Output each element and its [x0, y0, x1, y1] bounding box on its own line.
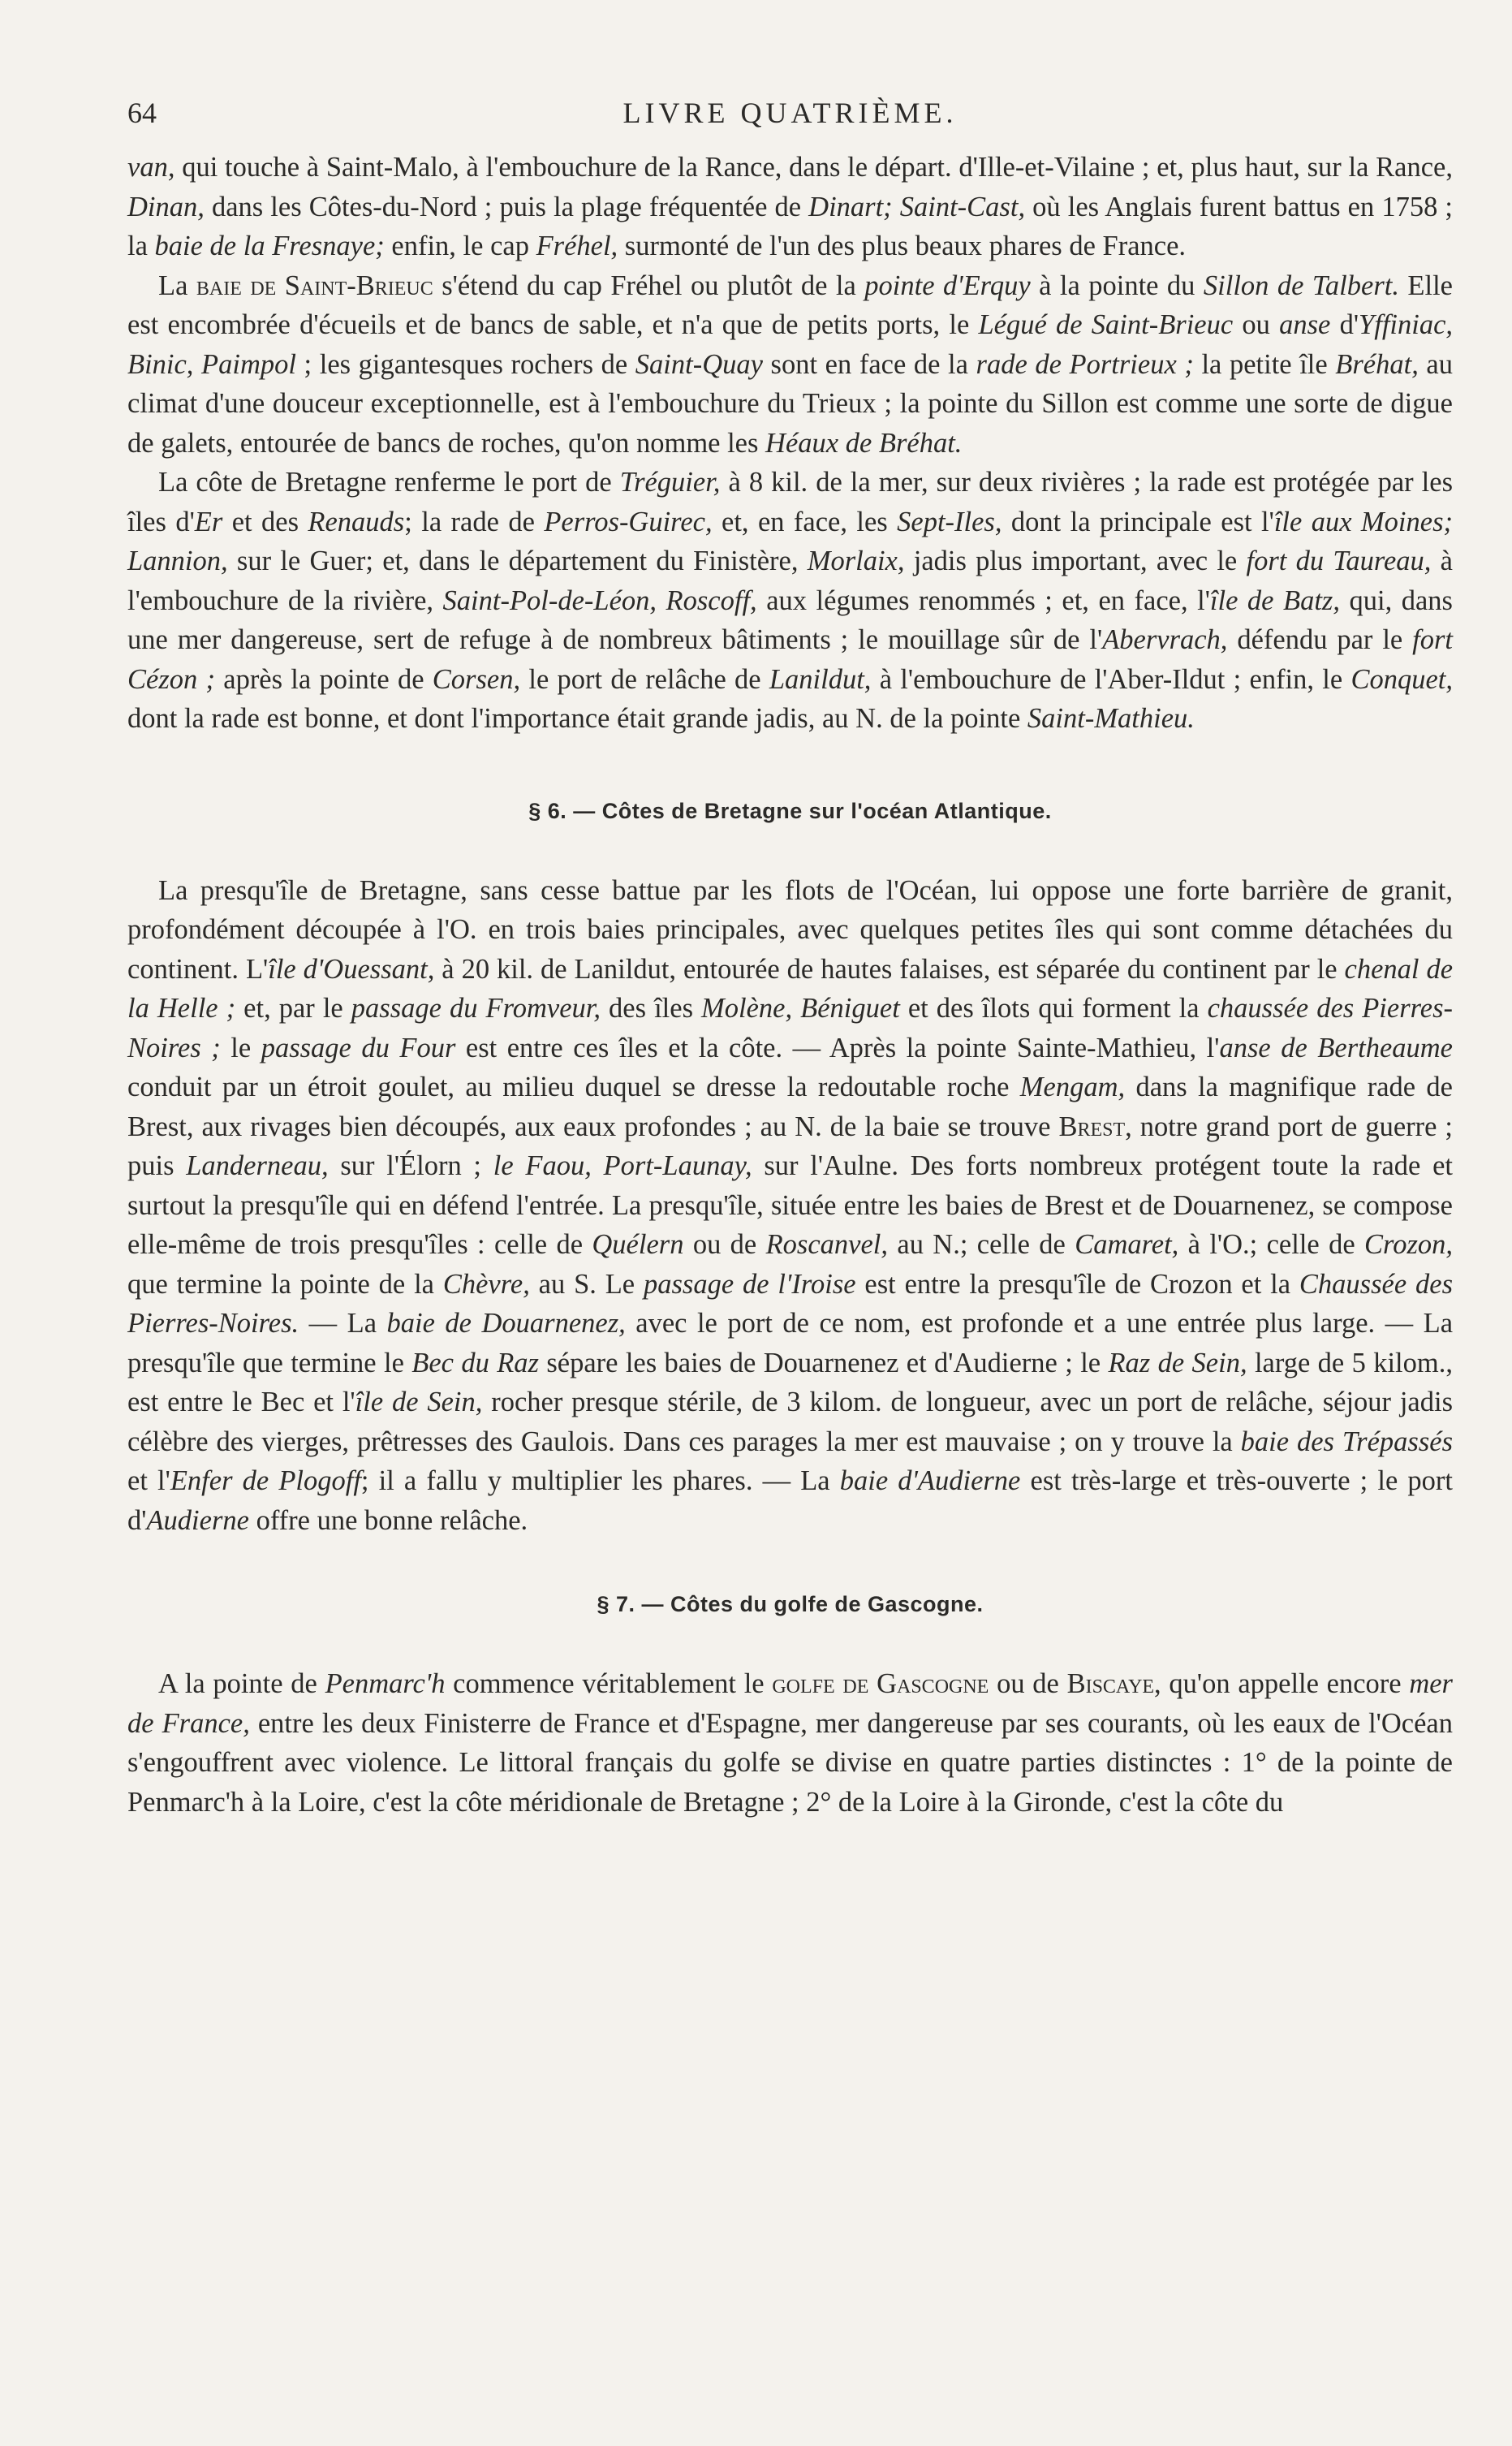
italic-text: chenal de la Helle ; — [127, 953, 1454, 1024]
text-run: qui touche à Saint-Malo, à l'embouchure de la Rance, dans le départ. d'Ille-et-Vilaine ; et, plus haut, sur la Rance, — [174, 152, 1453, 183]
text-run: surmonté de l'un des plus beaux phares de France. — [618, 231, 1187, 261]
italic-text: Tréguier, — [619, 467, 721, 498]
italic-text: Enfer de Plogoff — [170, 1465, 361, 1496]
italic-text: Molène, Béniguet — [701, 993, 900, 1024]
italic-text: Audierne — [146, 1504, 249, 1536]
text-run: sont en face de la — [762, 348, 976, 380]
text-run: sur le Guer; et, dans le département du Finistère, — [227, 546, 808, 576]
text-run: ; la rade de — [404, 506, 545, 537]
italic-text: chaussée des Pierres-Noires ; — [127, 993, 1453, 1063]
small-caps-text: Brest, — [1058, 1111, 1132, 1142]
italic-text: Camaret, — [1075, 1229, 1179, 1260]
text-run: et, en face, les — [712, 506, 898, 537]
text-run: à la pointe du — [1030, 270, 1204, 301]
text-run: au climat d'une douceur exceptionnelle, est à l'embouchure du Trieux ; la pointe du Sillon est comme une sorte de digue de galets, entourée de bancs de roches, qu'on nomme les — [127, 348, 1453, 459]
text-run: à 20 kil. de Lanildut, entourée de hautes falaises, est séparée du continent par le — [434, 953, 1345, 985]
text-run: au N.; celle de — [888, 1229, 1075, 1260]
text-run: large de 5 kilom., est entre le Bec et l' — [127, 1347, 1453, 1417]
text-run: dont la rade est bonne, et dont l'importance était grande jadis, au N. de la pointe — [127, 703, 1027, 734]
text-run: La presqu'île de Bretagne, sans cesse battue par les flots de l'Océan, lui oppose une forte barrière de granit, profondément découpée à l'O. en trois baies principales, avec quelques petites îles qui sont comme détachées du continent. L' — [127, 874, 1453, 985]
text-run: aux légumes renommés ; et, en face, l' — [756, 585, 1210, 616]
page-header — [127, 88, 1453, 136]
italic-text: Héaux de Bréhat. — [765, 427, 963, 459]
text-run: conduit par un étroit goulet, au milieu duquel se dresse la redoutable roche — [127, 1072, 1020, 1102]
text-run: ou de — [989, 1668, 1067, 1699]
text-run: la petite île — [1193, 348, 1336, 380]
text-run: rocher presque stérile, de 3 kilom. de longueur, avec un port de relâche, séjour jadis célèbre des vierges, prêtresses des Gaulois. Dans ces parages la mer est mauvaise ; on y trouve la — [127, 1387, 1453, 1457]
italic-text: Saint-Pol-de-Léon, Roscoff, — [442, 585, 757, 616]
italic-text: Renauds — [308, 506, 405, 537]
text-run: dans les Côtes-du-Nord ; puis la plage fréquentée de — [204, 191, 809, 222]
italic-text: île d'Ouessant, — [268, 953, 435, 985]
italic-text: van, — [127, 152, 175, 183]
text-run: que termine la pointe de la — [127, 1268, 443, 1300]
italic-text: passage du Four — [261, 1032, 456, 1063]
italic-text: Dinan, — [127, 191, 205, 222]
paragraph — [127, 871, 1453, 1541]
italic-text: Sept-Iles, — [897, 506, 1002, 537]
italic-text: Lanildut, — [769, 663, 872, 695]
small-caps-text: baie de Saint-Brieuc — [196, 270, 433, 301]
italic-text: mer de France, — [127, 1668, 1453, 1739]
text-run: au S. Le — [529, 1268, 644, 1300]
italic-text: Fréhel, — [536, 231, 618, 261]
small-caps-text: Biscaye, — [1066, 1668, 1161, 1699]
italic-text: pointe d'Erquy — [864, 270, 1031, 301]
italic-text: Roscanvel, — [765, 1229, 889, 1260]
text-run: offre une bonne relâche. — [248, 1504, 528, 1536]
italic-text: Légué de Saint-Brieuc — [978, 309, 1234, 340]
text-run: sur l'Élorn ; — [328, 1150, 493, 1181]
text-run: le — [220, 1032, 261, 1063]
paragraph — [127, 266, 1453, 464]
text-run: le port de relâche de — [520, 663, 769, 695]
text-run: jadis plus important, avec le — [904, 546, 1247, 576]
italic-text: Crozon, — [1364, 1229, 1453, 1260]
text-run: ou de — [683, 1229, 766, 1260]
text-run: est entre la presqu'île de Crozon et la — [855, 1268, 1299, 1300]
section-heading: § 7. — Côtes du golfe de Gascogne. — [597, 1592, 984, 1616]
italic-text: Sillon de Talbert. — [1203, 270, 1399, 301]
text-run: commence véritablement le — [445, 1668, 773, 1699]
text-run: défendu par le — [1227, 624, 1413, 655]
text-run: est entre ces îles et la côte. — Après la pointe Sainte-Mathieu, l' — [455, 1032, 1220, 1063]
paragraph — [127, 148, 1453, 266]
italic-text: Raz de Sein, — [1108, 1347, 1247, 1378]
running-title: LIVRE QUATRIÈME. — [622, 97, 958, 129]
text-run: et des îlots qui forment la — [899, 993, 1208, 1024]
italic-text: Chèvre, — [442, 1268, 530, 1300]
italic-text: Morlaix, — [807, 546, 905, 576]
text-run: est très-large et très-ouverte ; le port d' — [127, 1465, 1453, 1536]
text-run: avec le port de ce nom, est profonde et a une entrée plus large. — La presqu'île que termine le — [127, 1308, 1454, 1378]
text-run: ; les gigantesques rochers de — [295, 348, 635, 380]
italic-text: le Faou, Port-Launay, — [493, 1150, 752, 1181]
small-caps-text: golfe de Gascogne — [772, 1668, 989, 1699]
text-run: s'étend du cap Fréhel ou plutôt de la — [433, 270, 865, 301]
text-run: à l'O.; celle de — [1178, 1229, 1365, 1260]
text-run: qu'on appelle encore — [1161, 1668, 1410, 1699]
italic-text: fort du Taureau, — [1246, 546, 1432, 576]
italic-text: Quélern — [592, 1229, 684, 1260]
italic-text: baie de Douarnenez, — [386, 1308, 626, 1339]
italic-text: Mengam, — [1019, 1072, 1126, 1102]
text-run: entre les deux Finisterre de France et d'Espagne, mer dangereuse par ses courants, où les eaux de l'Océan s'engouffrent avec violence. Le littoral français du golfe se divise en quatre parties distinctes : 1° de la pointe de Penmarc'h à la Loire, c'est la côte méridionale de Bretagne ; 2° de la Loire à la Gironde, c'est la côte du — [127, 1707, 1453, 1818]
italic-text: Penmarc'h — [325, 1668, 446, 1699]
text-run: notre grand port de guerre ; puis — [127, 1111, 1453, 1181]
italic-text: Saint-Quay — [635, 348, 763, 380]
italic-text: Dinart; Saint-Cast, — [808, 191, 1026, 222]
italic-text: Yffiniac, Binic, Paimpol — [127, 309, 1454, 380]
text-run: d' — [1330, 309, 1359, 340]
text-run: Elle est encombrée d'écueils et de bancs de sable, et n'a que de petits ports, le — [127, 270, 1453, 340]
text-run: La côte de Bretagne renferme le port de — [158, 467, 620, 498]
italic-text: Landerneau, — [186, 1150, 329, 1181]
text-run: ou — [1233, 309, 1280, 340]
italic-text: Bréhat, — [1335, 348, 1419, 380]
text-run: — La — [299, 1308, 387, 1339]
italic-text: rade de Portrieux ; — [976, 348, 1194, 380]
text-run: des îles — [601, 993, 702, 1024]
italic-text: Saint-Mathieu. — [1027, 703, 1195, 734]
text-run: après la pointe de — [215, 663, 433, 695]
italic-text: baie de la Fresnaye; — [154, 231, 385, 261]
text-run: sépare les baies de Douarnenez et d'Audierne ; le — [538, 1347, 1109, 1378]
italic-text: Corsen, — [432, 663, 521, 695]
italic-text: anse — [1279, 309, 1331, 340]
text-run: et, par le — [235, 993, 351, 1024]
italic-text: île aux Moines; Lannion, — [127, 506, 1453, 576]
text-run: La — [158, 270, 196, 301]
text-run: enfin, le cap — [384, 231, 536, 261]
italic-text: Abervrach, — [1102, 624, 1228, 655]
italic-text: anse de Bertheaume — [1219, 1032, 1453, 1063]
text-run: sur l'Aulne. Des forts nombreux protégent toute la rade et surtout la presqu'île qui en défend l'entrée. La presqu'île, située entre les baies de Brest et de Douarnenez, se compose elle-même de trois presqu'îles : celle de — [127, 1150, 1453, 1260]
italic-text: passage de l'Iroise — [643, 1268, 856, 1300]
text-run: A la pointe de — [158, 1668, 325, 1699]
italic-text: baie d'Audierne — [839, 1465, 1021, 1496]
italic-text: baie des Trépassés — [1240, 1426, 1454, 1457]
page-number: 64 — [127, 97, 157, 129]
text-run: à 8 kil. de la mer, sur deux rivières ; la rade est protégée par les îles d' — [127, 467, 1453, 537]
paragraph — [127, 1664, 1453, 1822]
italic-text: île de Batz, — [1209, 585, 1340, 616]
italic-text: île de Sein, — [355, 1387, 483, 1417]
italic-text: fort Cézon ; — [127, 624, 1453, 695]
text-run: dont la principale est l' — [1002, 506, 1274, 537]
text-run: et des — [222, 506, 308, 537]
text-run: à l'embouchure de la rivière, — [127, 546, 1453, 616]
text-run: ; il a fallu y multiplier les phares. — La — [360, 1465, 840, 1496]
text-run: qui, dans une mer dangereuse, sert de refuge à de nombreux bâtiments ; le mouillage sûr de l' — [127, 585, 1453, 655]
section-heading: § 6. — Côtes de Bretagne sur l'océan Atlantique. — [528, 798, 1052, 823]
paragraph — [127, 463, 1453, 739]
text-run: et l' — [127, 1465, 170, 1496]
text-run: où les Anglais furent battus en 1758 ; la — [127, 191, 1453, 261]
italic-text: passage du Fromveur, — [351, 993, 601, 1024]
italic-text: Conquet, — [1350, 663, 1453, 695]
book-page — [127, 88, 1453, 1822]
italic-text: Bec du Raz — [411, 1347, 539, 1378]
text-run: dans la magnifique rade de Brest, aux rivages bien découpés, aux eaux profondes ; au N. de la baie se trouve — [127, 1072, 1453, 1142]
italic-text: Chaussée des Pierres-Noires. — [127, 1268, 1453, 1339]
italic-text: Perros-Guirec, — [544, 506, 713, 537]
italic-text: Er — [194, 506, 223, 537]
text-run: à l'embouchure de l'Aber-Ildut ; enfin, le — [871, 663, 1351, 695]
